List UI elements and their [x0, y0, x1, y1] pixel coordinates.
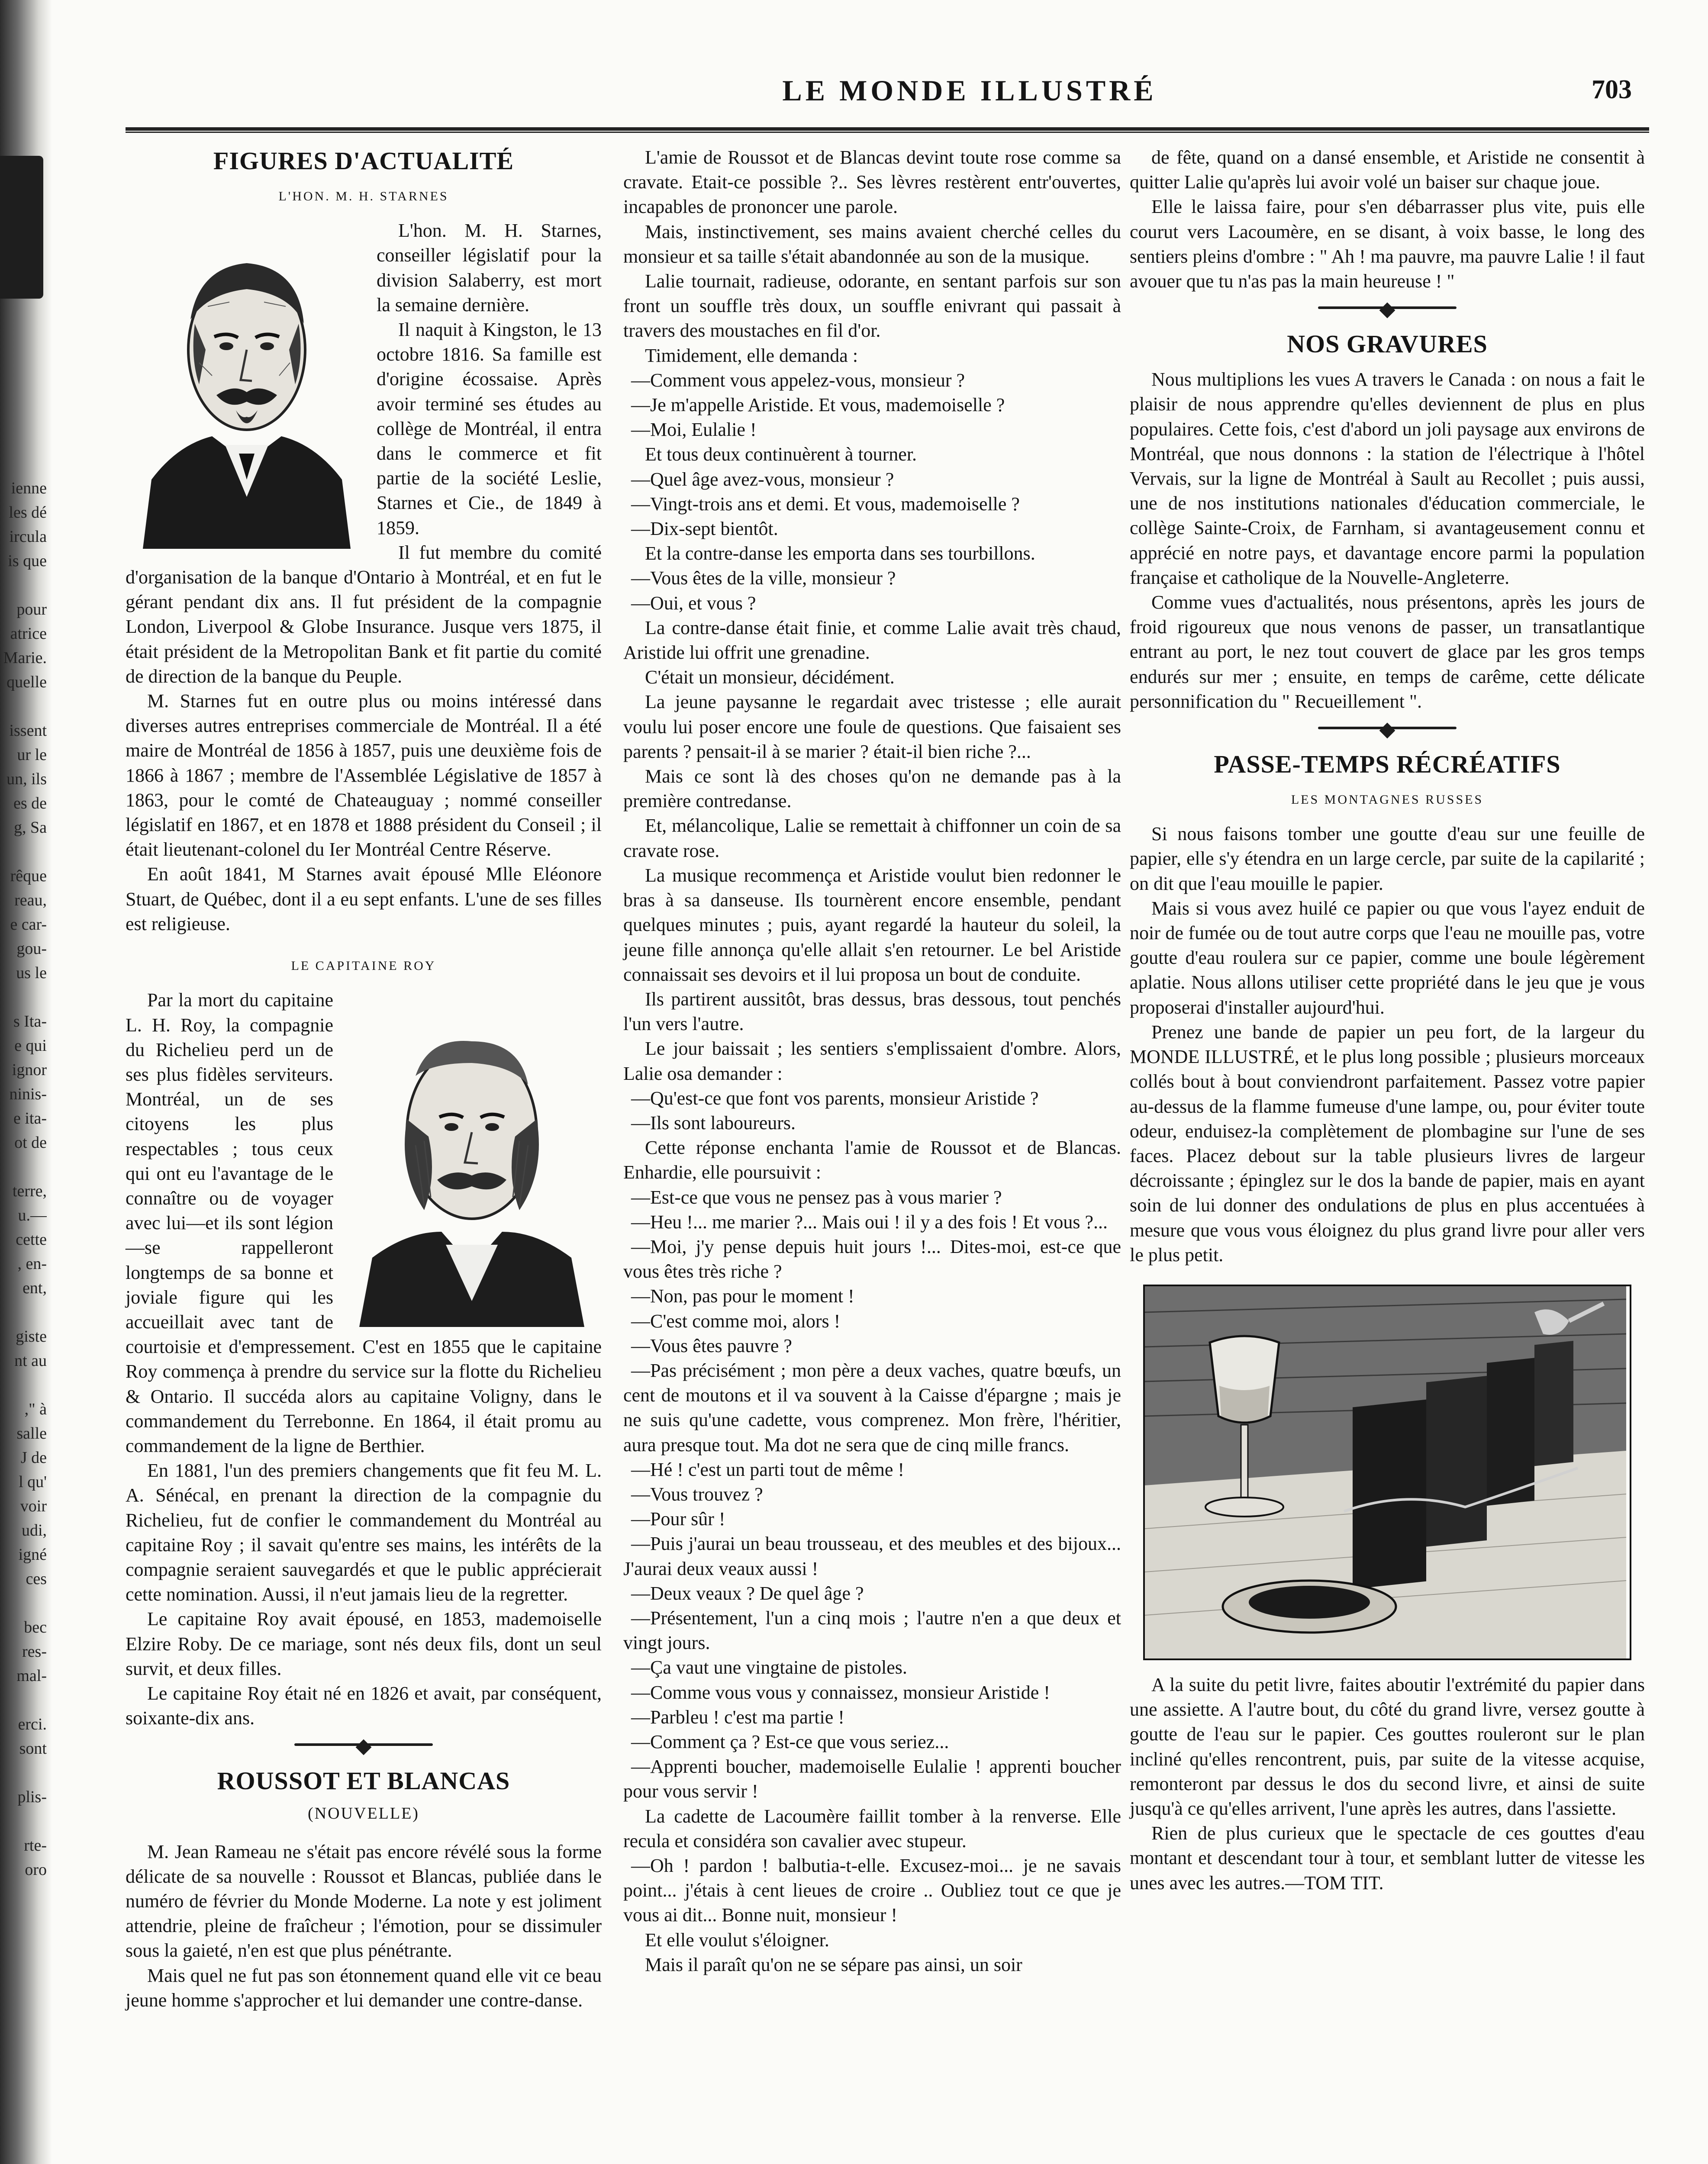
- edge-fragment: [0, 694, 47, 718]
- paragraph: —Hé ! c'est un parti tout de même !: [631, 1459, 905, 1480]
- adjacent-page-illustration-fragment: [0, 156, 43, 299]
- paragraph: —Qu'est-ce que font vos parents, monsieur Aristide ?: [631, 1087, 1039, 1109]
- paragraph: —Non, pas pour le moment !: [631, 1285, 854, 1307]
- paragraph: M. Starnes fut en outre plus ou moins intéressé dans diverses autres entreprises commerciale de Montréal. Il a été maire de Montréal de 1856 à 1857, puis une deuxième fois de 1866 à 1867 ; membre de l'Assemblée Législative de 1857 à 1863, pour le comté de Chateauguay ; nommé conseiller législatif en 1867, et en 1878 et 1888 président du Conseil ; il était lieutenant-colonel du Ier Montréal Centre Réserve.: [126, 690, 602, 860]
- edge-fragment: e car-: [10, 915, 47, 934]
- paragraph: —Vous trouvez ?: [631, 1483, 763, 1505]
- paragraph: —Comme vous vous y connaissez, monsieur Aristide !: [631, 1681, 1050, 1703]
- section-title-passe-temps: PASSE-TEMPS RÉCRÉATIFS: [1214, 750, 1561, 779]
- paragraph: Si nous faisons tomber une goutte d'eau sur une feuille de papier, elle s'y étendra en un large cercle, par suite de la capilarité ; on dit que l'eau mouille le papier.: [1130, 823, 1645, 894]
- edge-fragment: erci.: [18, 1715, 47, 1733]
- paragraph: Mais quel ne fut pas son étonnement quand elle vit ce beau jeune homme s'approcher et lui demander une contre-danse.: [126, 1964, 602, 2011]
- paragraph: Et, mélancolique, Lalie se remettait à chiffonner un coin de sa cravate rose.: [623, 815, 1121, 861]
- paragraph: —Vous êtes pauvre ?: [631, 1335, 792, 1356]
- section-title-roussot: ROUSSOT ET BLANCAS: [217, 1767, 510, 1795]
- column-3: [1130, 145, 1645, 1895]
- portrait-starnes: [126, 220, 368, 549]
- paragraph: Le capitaine Roy était né en 1826 et avait, par conséquent, soixante-dix ans.: [126, 1682, 602, 1729]
- paragraph: —Moi, Eulalie !: [631, 419, 757, 441]
- edge-fragment: g, Sa: [14, 818, 47, 837]
- adjacent-page-text-fragments: [0, 476, 47, 1882]
- edge-fragment: les dé: [9, 503, 47, 522]
- edge-fragment: quelle: [6, 673, 47, 691]
- paragraph: —Oui, et vous ?: [631, 592, 756, 614]
- paragraph: Cette réponse enchanta l'amie de Roussot et de Blancas. Enhardie, elle poursuivit :: [623, 1137, 1121, 1183]
- subtitle-starnes: L'HON. M. H. STARNES: [278, 189, 449, 203]
- roussot-article-start: [126, 1839, 602, 2013]
- page-number: 703: [1592, 75, 1632, 104]
- edge-fragment: sont: [19, 1739, 47, 1758]
- paragraph: —Comment ça ? Est-ce que vous seriez...: [631, 1731, 949, 1752]
- edge-fragment: e qui: [14, 1037, 47, 1055]
- passe-temps-article: [1130, 821, 1645, 1267]
- paragraph: —Est-ce que vous ne pensez pas à vous marier ?: [631, 1186, 1002, 1208]
- edge-fragment: pour: [16, 600, 47, 618]
- paragraph: Lalie tournait, radieuse, odorante, en sentant parfois sur son front un souffle très doux, un souffle enivrant qui passait à travers des moustaches en fil d'or.: [623, 270, 1121, 341]
- paragraph: La contre-danse était finie, et comme Lalie avait très chaud, Aristide lui offrit une grenadine.: [623, 617, 1121, 663]
- paragraph: —Vingt-trois ans et demi. Et vous, mademoiselle ?: [631, 493, 1020, 515]
- masthead: LE MONDE ILLUSTRÉ: [782, 74, 1157, 107]
- edge-fragment: [0, 840, 47, 864]
- paragraph: Le jour baissait ; les sentiers s'emplissaient d'ombre. Alors, Lalie osa demander :: [623, 1038, 1121, 1084]
- paragraph: Il fut membre du comité d'organisation de la banque d'Ontario à Montréal, et en fut le gérant pendant dix ans. Il fut président de la compagnie London, Liverpool & Globe Insurance. Jusque vers 1875, il était président de la Metropolitan Bank et fit partie du comité de direction de la banque du Peuple.: [126, 541, 602, 687]
- paragraph: Mais il paraît qu'on ne se sépare pas ainsi, un soir: [645, 1954, 1022, 1975]
- edge-fragment: ur le: [17, 746, 47, 764]
- edge-fragment: rêque: [10, 867, 47, 885]
- paragraph: —Dix-sept bientôt.: [631, 518, 778, 540]
- edge-fragment: [0, 1591, 47, 1615]
- paragraph: L'hon. M. H. Starnes, conseiller législatif pour la division Salaberry, est mort la semaine dernière.: [377, 220, 602, 316]
- paragraph: La cadette de Lacoumère faillit tomber à la renverse. Elle recula et considéra son cavalier avec stupeur.: [623, 1805, 1121, 1852]
- edge-fragment: [0, 985, 47, 1009]
- section-divider: [126, 1743, 602, 1752]
- edge-fragment: [0, 573, 47, 597]
- paragraph: Mais ce sont là des choses qu'on ne demande pas à la première contredanse.: [623, 766, 1121, 812]
- paragraph: —Apprenti boucher, mademoiselle Eulalie ! apprenti boucher pour vous servir !: [623, 1756, 1121, 1802]
- edge-fragment: plis-: [17, 1788, 47, 1806]
- paragraph: Et la contre-danse les emporta dans ses tourbillons.: [645, 543, 1035, 564]
- paragraph: —Parbleu ! c'est ma partie !: [631, 1706, 844, 1728]
- paragraph: La musique recommença et Aristide voulut bien redonner le bras à sa danseuse. Ils tournèrent encore ensemble, pendant quelques minutes ; puis, ayant regardé la hauteur du soleil, la jeune fille annonça qu'elle allait s'en retourner. Le bel Aristide connaissait ses devoirs et il lui proposa un bout de conduite.: [623, 864, 1121, 985]
- edge-fragment: nt au: [14, 1352, 47, 1370]
- paragraph: —Je m'appelle Aristide. Et vous, mademoiselle ?: [631, 394, 1005, 416]
- edge-fragment: res-: [22, 1642, 47, 1661]
- edge-fragment: [0, 1688, 47, 1712]
- paragraph: Mais, instinctivement, ses mains avaient cherché celles du monsieur et sa taille s'était abandonnée au son de la musique.: [623, 221, 1121, 267]
- subtitle-roy: LE CAPITAINE ROY: [291, 959, 436, 973]
- portrait-roy: [342, 989, 602, 1327]
- edge-fragment: e ita-: [13, 1109, 47, 1127]
- edge-fragment: cette: [16, 1230, 47, 1249]
- edge-fragment: atrice: [10, 625, 47, 643]
- paragraph: Prenez une bande de papier un peu fort, de la largeur du MONDE ILLUSTRÉ, et le plus long possible ; plusieurs morceaux collés bout à bout conviendront parfaitement. Passez votre papier au-dessus de la flamme fumeuse d'une lampe, ou, pour éviter toute odeur, enduisez-la complètement de plombagine sur l'une de ses faces. Placez debout sur la table plusieurs livres de largeur décroissante ; épinglez sur le dos la bande de papier, mais en ayant soin de lui donner des ondulations de plus en plus accentuées à mesure que vous vous éloignez du plus grand livre pour aller vers le plus petit.: [1130, 1021, 1645, 1266]
- edge-fragment: u.—: [18, 1206, 47, 1224]
- section-title-gravures: NOS GRAVURES: [1287, 330, 1488, 358]
- paragraph: Par la mort du capitaine L. H. Roy, la compagnie du Richelieu perd un de ses plus fidèles serviteurs. Montréal, un de ses citoyens les plus respectables ; tous ceux qui ont eu l'avantage de le connaître ou de voyager avec lui—et ils sont légion—se rappelleront longtemps de sa bonne et joviale figure qui les accueillait avec tant de courtoisie et d'empressement. C'est en 1855 que le capitaine Roy commença à prendre du service sur la flotte du Richelieu & Ontario. Il succéda alors au capitaine Voligny, dans le commandement du Terrebonne. En 1864, il était promu au commandement de la ligne de Berthier.: [126, 989, 602, 1456]
- passe-temps-article-continued: [1130, 1672, 1645, 1895]
- roussot-article-continued: [623, 145, 1121, 1977]
- edge-fragment: rte-: [24, 1836, 47, 1855]
- column-1: [126, 145, 602, 2013]
- paragraph: En août 1841, M Starnes avait épousé Mlle Eléonore Stuart, de Québec, dont il a eu sept enfants. L'une de ses filles est religieuse.: [126, 863, 602, 934]
- section-divider: [1130, 306, 1645, 315]
- paragraph: Il naquit à Kingston, le 13 octobre 1816. Sa famille est d'origine écossaise. Après avoir terminé ses études au collège de Montréal, il entra dans le commerce et fit partie de la société Leslie, Starnes et Cie., de 1849 à 1859.: [377, 319, 602, 538]
- edge-fragment: ircula: [9, 528, 47, 546]
- edge-fragment: J de: [20, 1449, 47, 1467]
- edge-fragment: ent,: [23, 1279, 47, 1297]
- gravures-article: [1130, 367, 1645, 714]
- edge-fragment: issent: [9, 721, 47, 740]
- edge-fragment: ot de: [14, 1134, 47, 1152]
- paragraph: —Heu !... me marier ?... Mais oui ! il y a des fois ! Et vous ?...: [631, 1211, 1108, 1233]
- paragraph: —Quel âge avez-vous, monsieur ?: [631, 468, 894, 490]
- paragraph: de fête, quand on a dansé ensemble, et Aristide ne consentit à quitter Lalie qu'après lui avoir volé un baiser sur chaque joue.: [1130, 147, 1645, 193]
- header-rule: [126, 127, 1649, 131]
- paragraph: Comme vues d'actualités, nous présentons, après les jours de froid rigoureux que nous venons de passer, un transatlantique entrant au port, le nez tout couvert de glace par les gros temps endurés sur mer ; ensuite, en temps de carême, cette délicate personnification du " Recueillement ".: [1130, 592, 1645, 712]
- paragraph: C'était un monsieur, décidément.: [645, 667, 895, 688]
- edge-fragment: l qu': [19, 1473, 47, 1491]
- paragraph: —Puis j'aurai un beau trousseau, et des meubles et des bijoux... J'aurai deux veaux aussi !: [623, 1533, 1121, 1579]
- edge-fragment: giste: [16, 1327, 47, 1346]
- edge-fragment: [0, 1809, 47, 1833]
- edge-fragment: gou-: [16, 940, 47, 958]
- paragraph: —Vous êtes de la ville, monsieur ?: [631, 567, 896, 589]
- paragraph: —Pas précisément ; mon père a deux vaches, quatre bœufs, un cent de moutons et il va souvent à la Caisse d'épargne ; mais je ne suis qu'une cadette, vous comprenez. Mon frère, l'héritier, aura presque tout. Ma dot ne sera que de cinq mille francs.: [623, 1359, 1121, 1456]
- paragraph: Mais si vous avez huilé ce papier ou que vous l'ayez enduit de noir de fumée ou de tout autre corps que l'eau ne mouille pas, votre goutte d'eau roulera sur ce papier, comme une boule légèrement aplatie. Nous allons utiliser cette propriété dans le jeu que je vous proposerai d'installer aujourd'hui.: [1130, 897, 1645, 1018]
- edge-fragment: bec: [24, 1618, 47, 1636]
- section-divider: [1130, 727, 1645, 735]
- edge-fragment: , en-: [17, 1255, 47, 1273]
- paragraph: —Présentement, l'un a cinq mois ; l'autre n'en a que deux et vingt jours.: [623, 1607, 1121, 1654]
- section-subtitle-nouvelle: (NOUVELLE): [308, 1804, 419, 1823]
- edge-fragment: terre,: [12, 1182, 47, 1200]
- edge-fragment: mal-: [16, 1667, 47, 1685]
- section-title-figures: FIGURES D'ACTUALITÉ: [213, 147, 514, 175]
- paragraph: Ils partirent aussitôt, bras dessus, bras dessous, tout penchés l'un vers l'autre.: [623, 988, 1121, 1035]
- edge-fragment: es de: [13, 794, 47, 812]
- edge-fragment: Marie.: [3, 649, 47, 667]
- paragraph: —C'est comme moi, alors !: [631, 1310, 841, 1332]
- column-2: [623, 145, 1121, 1977]
- edge-fragment: igné: [18, 1546, 47, 1564]
- paragraph: —Comment vous appelez-vous, monsieur ?: [631, 369, 965, 391]
- edge-fragment: reau,: [14, 891, 47, 909]
- paragraph: Et tous deux continuèrent à tourner.: [645, 444, 917, 465]
- edge-fragment: s Ita-: [13, 1012, 47, 1030]
- paragraph: A la suite du petit livre, faites aboutir l'extrémité du papier dans une assiette. A l'autre bout, du côté du grand livre, versez goutte à goutte de l'eau sur le papier. Ces gouttes rouleront sur le plan incliné qu'elles rencontrent, puis, par suite de la vitesse acquise, remonteront par dessus le dos du second livre, et ainsi de suite jusqu'à ce qu'elles arrivent, l'une après les autres, dans l'assiette.: [1130, 1674, 1645, 1819]
- paragraph: Nous multiplions les vues A travers le Canada : on nous a fait le plaisir de nous apprendre qu'elles deviennent de plus en plus populaires. Cette fois, c'est d'abord un joli paysage aux environs de Montréal, que nous donnons : la station de l'électrique à l'hôtel Vervais, sur la ligne de Montréal à Sault au Recollet ; puis aussi, une de nos institutions nationales d'éducation commerciale, le collège Sainte-Croix, de Farnham, si avantageusement connu et apprécié en notre pays, et davantage encore parmi la population française et catholique de la Nouvelle-Angleterre.: [1130, 369, 1645, 588]
- header-rule-thin: [126, 132, 1649, 133]
- edge-fragment: ninis-: [9, 1085, 47, 1103]
- paragraph: —Ça vaut une vingtaine de pistoles.: [631, 1657, 907, 1678]
- paragraph: Et elle voulut s'éloigner.: [645, 1929, 829, 1951]
- paragraph: —Pour sûr !: [631, 1508, 725, 1530]
- paragraph: La jeune paysanne le regardait avec tristesse ; elle aurait voulu lui poser encore une foule de questions. Que faisaient ses parents ? pensait-il à se marier ? était-il bien riche ?...: [623, 691, 1121, 762]
- paragraph: En 1881, l'un des premiers changements que fit feu M. L. A. Sénécal, en prenant la direction de la compagnie du Richelieu, fut de confier le commandement du Montréal au capitaine Roy ; il savait qu'entre ses mains, les intérêts de la compagnie seraient sauvegardés et que le public apprécierait cette nomination. Aussi, il n'eut jamais lieu de la regretter.: [126, 1460, 602, 1605]
- edge-fragment: us le: [16, 964, 47, 982]
- paragraph: —Oh ! pardon ! balbutia-t-elle. Excusez-moi... je ne savais point... j'étais à cent lieues de croire .. Oubliez tout ce que je vous ai dit... Bonne nuit, monsieur !: [623, 1855, 1121, 1926]
- edge-fragment: [0, 1373, 47, 1397]
- paragraph: L'amie de Roussot et de Blancas devint toute rose comme sa cravate. Etait-ce possible ?.. Ses lèvres restèrent entr'ouvertes, incapables de prononcer une parole.: [623, 147, 1121, 218]
- edge-fragment: un, ils: [6, 770, 47, 788]
- edge-fragment: ," à: [24, 1400, 47, 1418]
- paragraph: —Ils sont laboureurs.: [631, 1112, 796, 1134]
- edge-fragment: [0, 1761, 47, 1785]
- paragraph: M. Jean Rameau ne s'était pas encore révélé sous la forme délicate de sa nouvelle : Roussot et Blancas, publiée dans le numéro de février du Monde Moderne. La note y est joliment attendrie, pleine de fraîcheur ; l'émotion, pour se dissimuler sous la gaieté, n'en est que plus pénétrante.: [126, 1841, 602, 1961]
- edge-fragment: is que: [8, 552, 47, 570]
- edge-fragment: [0, 1155, 47, 1179]
- edge-fragment: ignor: [12, 1061, 47, 1079]
- edge-fragment: voir: [20, 1497, 47, 1515]
- paragraph: Rien de plus curieux que le spectacle de ces gouttes d'eau montant et descendant tour à tour, et semblant lutter de vitesse les unes avec les autres.—TOM TIT.: [1130, 1823, 1645, 1894]
- edge-fragment: udi,: [21, 1521, 47, 1539]
- illustration-glass-and-books: [1143, 1285, 1631, 1660]
- roussot-article-end: [1130, 145, 1645, 293]
- paragraph: Elle le laissa faire, pour s'en débarrasser plus vite, puis elle courut vers Lacoumère, en se disant, à voix basse, le long des sentiers pleins d'ombre : " Ah ! ma pauvre, ma pauvre Lalie ! il faut avouer que tu n'as pas la main heureuse ! ": [1130, 196, 1645, 292]
- edge-fragment: salle: [16, 1424, 47, 1443]
- edge-fragment: ienne: [11, 479, 47, 497]
- subtitle-montagnes-russes: LES MONTAGNES RUSSES: [1291, 792, 1484, 807]
- edge-fragment: [0, 1300, 47, 1324]
- paragraph: —Moi, j'y pense depuis huit jours !... Dites-moi, est-ce que vous êtes très riche ?: [623, 1236, 1121, 1282]
- paragraph: Le capitaine Roy avait épousé, en 1853, mademoiselle Elzire Roby. De ce mariage, sont nés deux fils, dont un seul survit, et deux filles.: [126, 1608, 602, 1679]
- edge-fragment: ces: [26, 1570, 47, 1588]
- paragraph: Timidement, elle demanda :: [645, 345, 858, 366]
- paragraph: —Deux veaux ? De quel âge ?: [631, 1582, 864, 1604]
- edge-fragment: oro: [25, 1861, 47, 1879]
